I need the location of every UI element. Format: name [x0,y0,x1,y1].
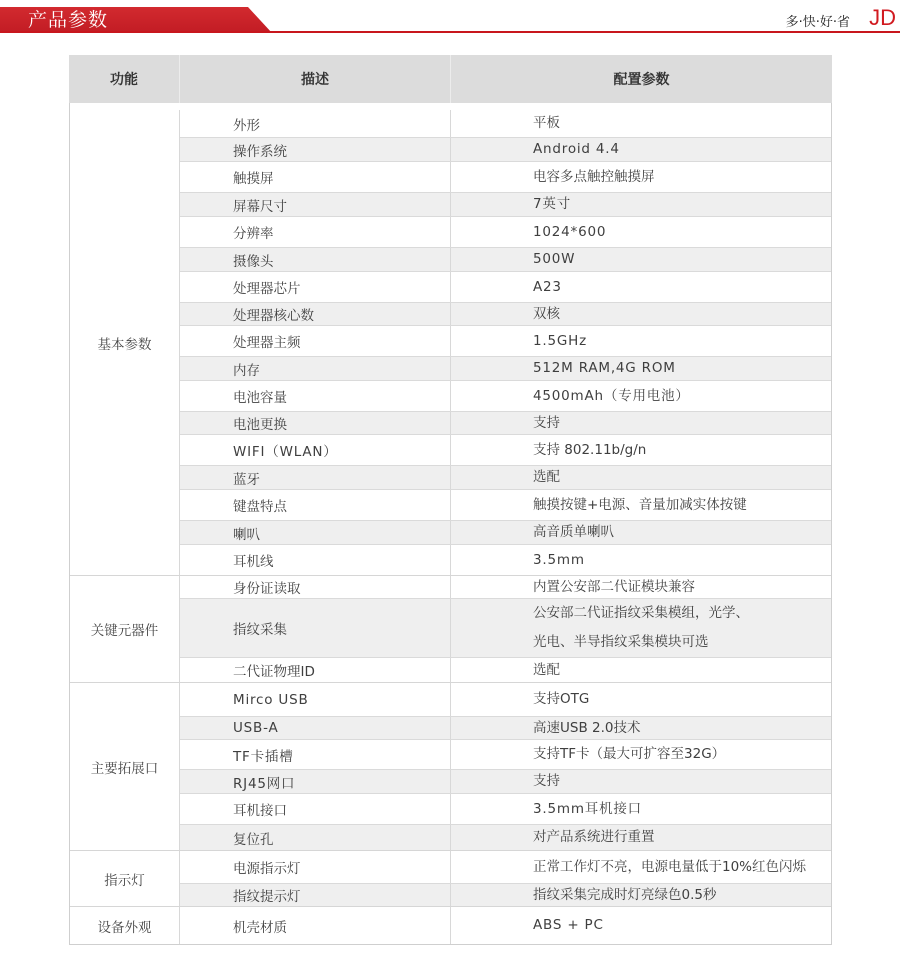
table-row [180,576,831,599]
table-row [180,193,831,217]
row-description: 电池容量 [180,381,451,411]
table-row [180,717,831,740]
row-value: 1.5GHz [533,332,587,349]
row-value-line: 公安部二代证指纹采集模组，光学、 [533,605,749,621]
group-rows [180,851,831,906]
table-row [180,381,831,412]
row-description: 蓝牙 [180,466,451,489]
group-rows [180,576,831,682]
table-row [180,248,831,272]
row-description: 身份证读取 [180,576,451,598]
row-value: 支持OTG [533,691,590,707]
row-value: 支持TF卡（最大可扩容至32G） [533,746,726,762]
table-row [180,217,831,248]
row-description: 复位孔 [180,825,451,850]
spec-group [70,906,831,944]
header-function: 功能 [69,55,180,103]
row-value: 支持 802.11b/g/n [533,441,647,458]
row-description: 分辨率 [180,217,451,247]
row-description: 机壳材质 [180,907,451,944]
row-value: ABS + PC [533,917,604,933]
row-description: 处理器主频 [180,326,451,356]
row-value: Android 4.4 [533,141,620,157]
header-banner [0,0,900,34]
spec-table [69,55,832,945]
row-description: 耳机接口 [180,794,451,824]
banner-underline [0,31,900,33]
row-value: 7英寸 [533,196,571,212]
row-description: RJ45网口 [180,770,451,793]
row-description: 操作系统 [180,138,451,161]
row-description: 处理器芯片 [180,272,451,302]
group-label: 设备外观 [70,907,180,944]
table-row [180,683,831,717]
row-value: 支持 [533,414,560,431]
table-row [180,357,831,381]
spec-group [70,575,831,682]
row-description: 摄像头 [180,248,451,271]
row-description: USB-A [180,717,451,739]
row-description: 处理器核心数 [180,303,451,325]
row-description: 屏幕尺寸 [180,193,451,216]
row-value: 正常工作灯不亮，电源电量低于10%红色闪烁 [533,858,807,875]
row-value-line: 光电、半导指纹采集模块可选 [533,634,709,650]
row-description: 键盘特点 [180,490,451,520]
table-row [180,884,831,906]
row-description: 电池更换 [180,412,451,434]
jd-slogan: 多·快·好·省 [785,15,850,30]
table-row [180,435,831,466]
row-value: 选配 [533,469,560,485]
header-description: 描述 [180,55,451,103]
row-description: 内存 [180,357,451,380]
row-value: 3.5mm耳机接口 [533,800,642,817]
table-body [69,103,832,945]
table-row [180,110,831,138]
header-config: 配置参数 [613,72,670,88]
table-row [180,851,831,884]
group-label: 主要拓展口 [70,683,180,850]
table-row [180,545,831,575]
table-row [180,599,831,658]
row-description: 指纹采集 [180,599,451,657]
table-row [180,521,831,545]
row-description: 喇叭 [180,521,451,544]
row-value: 512M RAM,4G ROM [533,360,676,376]
row-value: 500W [533,251,576,267]
table-row [180,138,831,162]
row-value: 3.5mm [533,551,585,568]
row-value: 对产品系统进行重置 [533,829,655,845]
table-row [180,162,831,193]
section-title: 产品参数 [28,9,109,31]
row-value: 选配 [533,661,560,678]
row-value: 内置公安部二代证模块兼容 [533,578,695,595]
row-value: 支持 [533,773,560,789]
row-value: 指纹采集完成时灯亮绿色0.5秒 [533,886,717,903]
row-value: 高速USB 2.0技术 [533,719,641,736]
table-row [180,412,831,435]
table-row [180,303,831,326]
spec-group [70,682,831,850]
table-row [180,326,831,357]
group-label: 指示灯 [70,851,180,906]
spec-group [70,103,831,575]
table-row [180,794,831,825]
group-rows [180,907,831,944]
row-description: 耳机线 [180,545,451,575]
table-row [180,740,831,770]
row-value: 4500mAh（专用电池） [533,387,690,404]
group-rows [180,683,831,850]
table-row [180,770,831,794]
group-label: 基本参数 [70,110,180,575]
row-description: 触摸屏 [180,162,451,192]
row-value: 触摸按键+电源、音量加减实体按键 [533,496,747,513]
row-description: 电源指示灯 [180,851,451,883]
spec-group [70,850,831,906]
row-value: 电容多点触控触摸屏 [533,168,655,185]
row-description: 外形 [180,110,451,137]
group-label: 关键元器件 [70,576,180,682]
table-header [69,55,832,103]
row-value: 高音质单喇叭 [533,524,614,540]
row-value: 平板 [533,115,560,131]
row-description: 指纹提示灯 [180,884,451,906]
row-value: 1024*600 [533,223,607,240]
row-value [451,599,831,657]
row-description: Mirco USB [180,683,451,716]
table-row [180,907,831,944]
row-description: 二代证物理ID [180,658,451,682]
row-description: TF卡插槽 [180,740,451,769]
table-row [180,272,831,303]
group-rows [180,110,831,575]
table-row [180,825,831,850]
row-value: 双核 [533,305,560,322]
row-value: A23 [533,278,562,295]
jd-logo: JD [869,5,896,30]
table-row [180,490,831,521]
table-row [180,466,831,490]
table-row [180,658,831,682]
row-description: WIFI（WLAN） [180,435,451,465]
